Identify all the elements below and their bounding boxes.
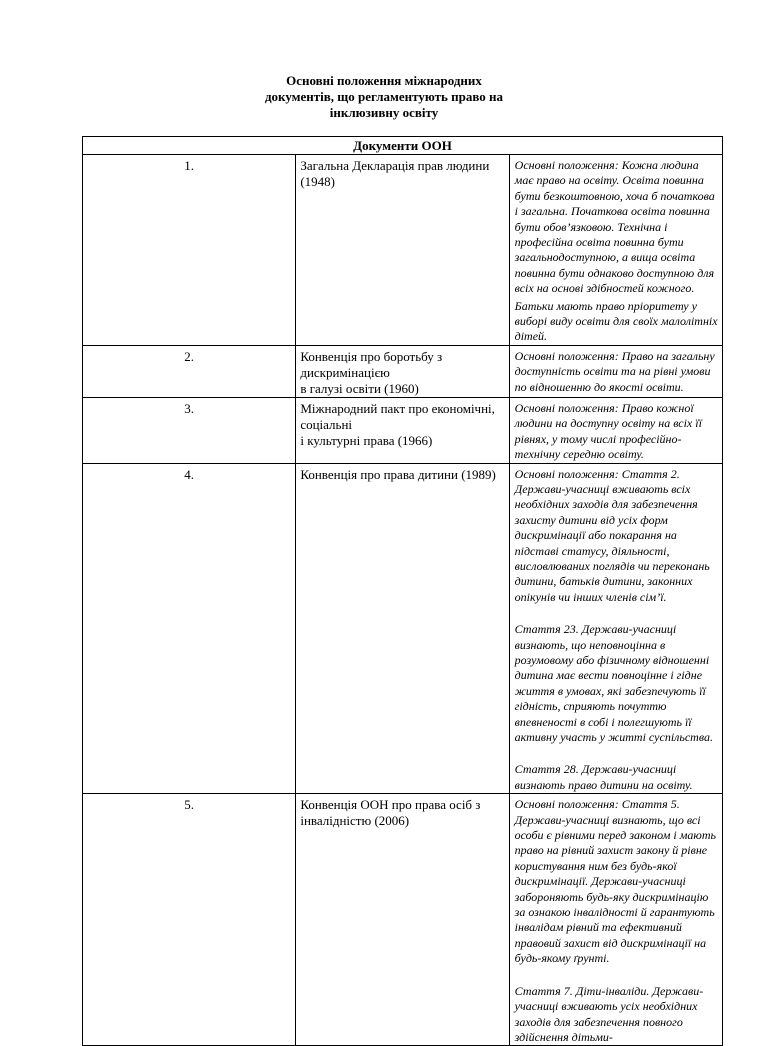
document-provisions xyxy=(509,463,722,794)
provision-paragraph: Стаття 23. Держави-учасниці визнають, що неповноцінна в розумовому або фізичному відношенні дитина має вести повноцінне і гідне життя в умовах, які забезпечують її гідність, сприяють почуттю впевненості в собі і полегшують її активну участь у житті суспільства. xyxy=(514,622,713,744)
table-row xyxy=(83,345,723,397)
document-name: Загальна Декларація прав людини (1948) xyxy=(296,155,509,346)
provision-paragraph: Стаття 28. Держави-учасниці визнають право дитини на освіту. xyxy=(514,762,693,792)
document-title xyxy=(0,73,768,121)
document-provisions xyxy=(509,345,722,397)
document-name-line: і культурні права (1966) xyxy=(300,432,433,448)
table-row xyxy=(83,794,723,1046)
documents-table xyxy=(82,136,723,1046)
table-row xyxy=(83,155,723,346)
row-number: 3. xyxy=(83,397,296,463)
provision-paragraph: Основні положення: Кожна людина має право на освіту. Освіта повинна бути безкоштовною, хоча б початкова і загальна. Початкова освіта повинна бути обов’язковою. Технічна і професійна освіта повинна бути загальнодоступною, а вища освіта повинна бути однаково доступною для всіх на основі здібностей кожного. xyxy=(514,158,715,296)
document-provisions xyxy=(509,794,722,1046)
title-line: інклюзивну освіту xyxy=(329,105,439,120)
title-line: Основні положення міжнародних xyxy=(286,73,482,88)
table-section-header-row xyxy=(83,137,723,155)
provision-paragraph: Основні положення: Стаття 2. Держави-учасниці вживають всіх необхідних заходів для забезпечення захисту дитини від усіх форм дискримінації або покарання на підставі статусу, діяльності, висловлюваних поглядів чи переконань дитини, батьків дитини, законних опікунів чи інших членів сім’ї. xyxy=(514,466,710,604)
document-name: Конвенція ООН про права осіб з інвалідністю (2006) xyxy=(296,794,509,1046)
provision-paragraph: Основні положення: Стаття 5. Держави-учасниці визнають, що всі особи є рівними перед законом і мають право на рівний захист закону й рівне користування ним без будь-якої дискримінації. Держави-учасниці забороняють будь-яку дискримінацію за ознакою інвалідності й гарантують інвалідам рівний та ефективний правовий захист від дискримінації на будь-якому ґрунті. xyxy=(514,797,716,966)
document-name-line: Міжнародний пакт про економічні, соціальні xyxy=(300,400,495,432)
title-line: документів, що регламентують право на xyxy=(264,89,504,104)
document-name-line: в галузі освіти (1960) xyxy=(300,380,419,396)
document-provisions xyxy=(509,397,722,463)
row-number: 5. xyxy=(83,794,296,1046)
provision-paragraph: Батьки мають право пріоритету у виборі виду освіти для своїх малолітніх дітей. xyxy=(514,298,718,344)
table-row xyxy=(83,463,723,794)
provision-paragraph: Основні положення: Право на загальну доступність освіти та на рівні умови по відношенню до якості освіти. xyxy=(514,348,715,394)
row-number: 2. xyxy=(83,345,296,397)
table-row xyxy=(83,397,723,463)
provision-paragraph: Основні положення: Право кожної людини на доступну освіту на всіх її рівнях, у тому числі професійно-технічну середню освіту. xyxy=(514,400,702,462)
section-header: Документи ООН xyxy=(83,137,723,155)
document-provisions xyxy=(509,155,722,346)
document-name xyxy=(296,345,509,397)
document-name-line: Конвенція про боротьбу з дискримінацією xyxy=(300,348,443,380)
provision-paragraph: Стаття 7. Діти-інваліди. Держави-учасниці вживають усіх необхідних заходів для забезпечення повного здійснення дітьми- xyxy=(514,983,704,1044)
row-number: 1. xyxy=(83,155,296,346)
document-name: Конвенція про права дитини (1989) xyxy=(296,463,509,794)
document-name xyxy=(296,397,509,463)
row-number: 4. xyxy=(83,463,296,794)
